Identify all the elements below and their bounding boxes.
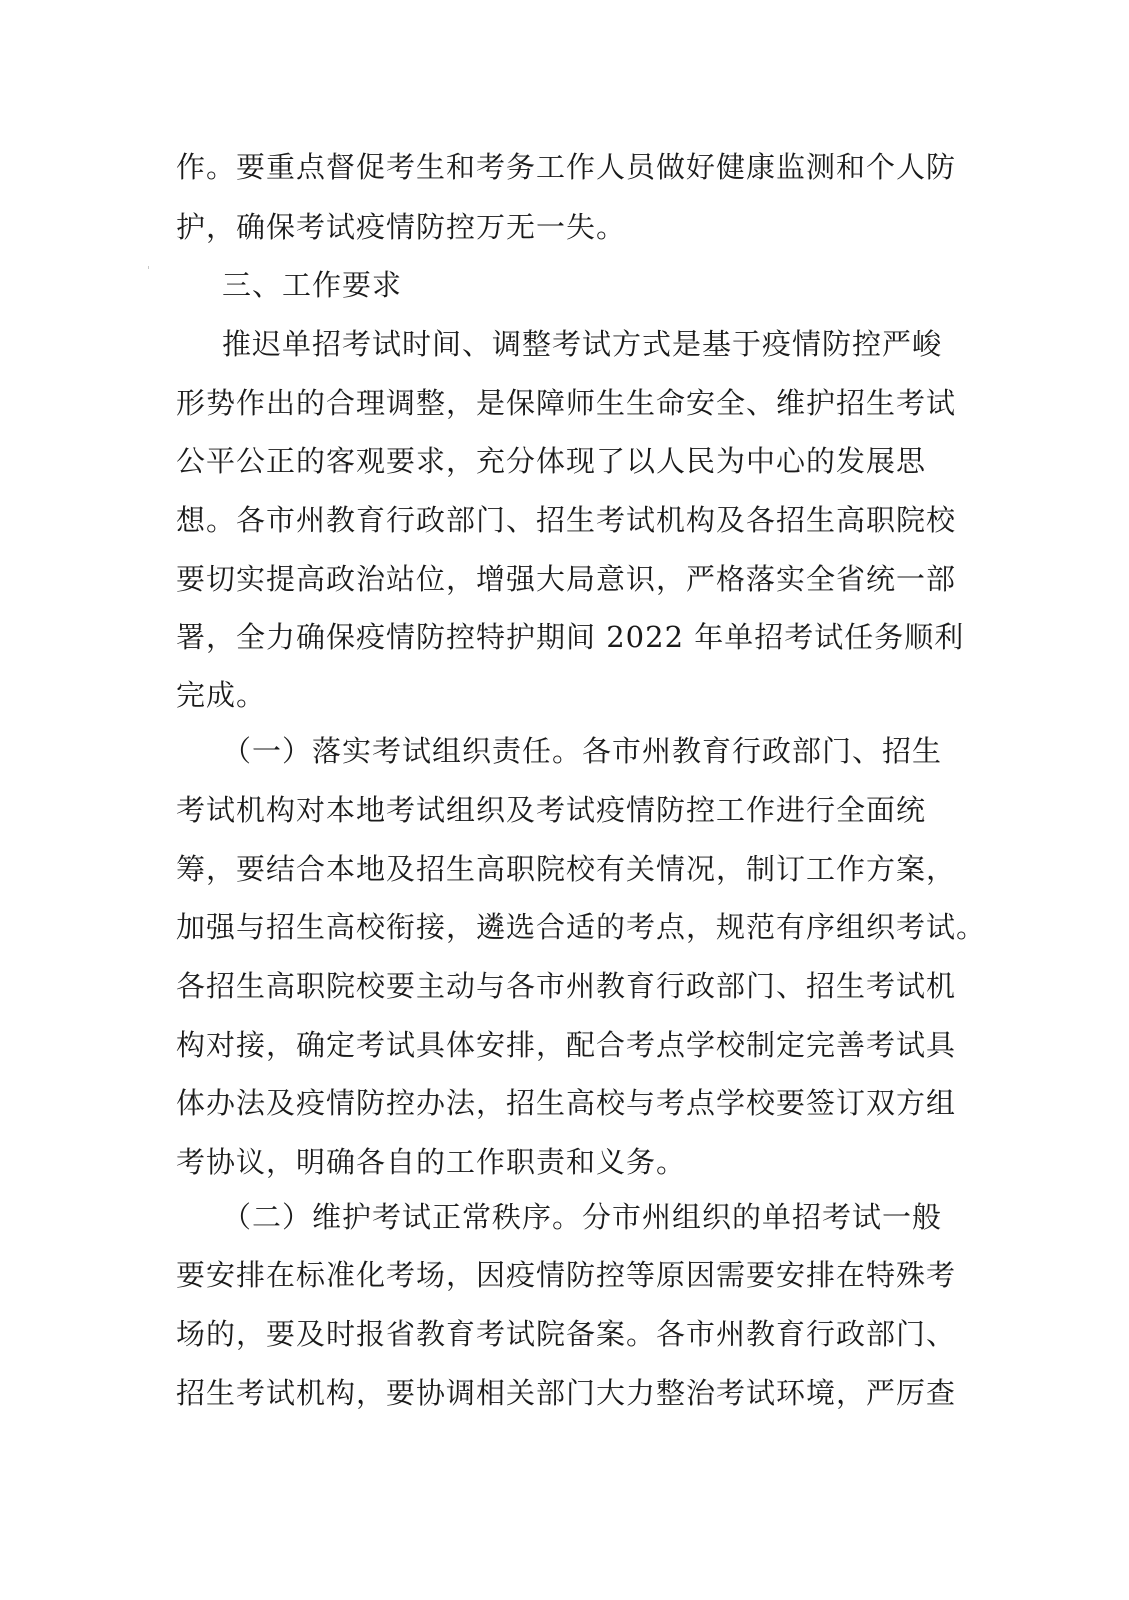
body-line: 考试机构对本地考试组织及考试疫情防控工作进行全面统: [176, 793, 927, 827]
body-line: 署，全力确保疫情防控特护期间 2022 年单招考试任务顺利: [176, 620, 965, 654]
body-line: 要切实提高政治站位，增强大局意识，严格落实全省统一部: [176, 562, 957, 596]
body-line: 各招生高职院校要主动与各市州教育行政部门、招生考试机: [176, 969, 957, 1003]
body-line: 想。各市州教育行政部门、招生考试机构及各招生高职院校: [176, 503, 957, 537]
body-line: 招生考试机构，要协调相关部门大力整治考试环境，严厉查: [176, 1376, 957, 1410]
body-line: 筹，要结合本地及招生高职院校有关情况，制订工作方案，: [176, 852, 957, 886]
body-line: 公平公正的客观要求，充分体现了以人民为中心的发展思: [176, 444, 927, 478]
section-heading: 三、工作要求: [222, 268, 403, 302]
body-line: 场的，要及时报省教育考试院备案。各市州教育行政部门、: [176, 1317, 957, 1351]
body-line: 加强与招生高校衔接，遴选合适的考点，规范有序组织考试。: [176, 910, 987, 944]
body-line: 完成。: [176, 678, 267, 712]
body-line: 护，确保考试疫情防控万无一失。: [176, 210, 627, 244]
body-line: 构对接，确定考试具体安排，配合考点学校制定完善考试具: [176, 1028, 957, 1062]
body-line: 作。要重点督促考生和考务工作人员做好健康监测和个人防: [176, 150, 957, 184]
body-line: 要安排在标准化考场，因疫情防控等原因需要安排在特殊考: [176, 1258, 957, 1292]
body-line: 形势作出的合理调整，是保障师生生命安全、维护招生考试: [176, 386, 957, 420]
scan-speck: [148, 266, 149, 269]
body-line: 考协议，明确各自的工作职责和义务。: [176, 1145, 687, 1179]
body-line: 体办法及疫情防控办法，招生高校与考点学校要签订双方组: [176, 1086, 957, 1120]
subsection-line: （二）维护考试正常秩序。分市州组织的单招考试一般: [222, 1200, 943, 1234]
subsection-line: （一）落实考试组织责任。各市州教育行政部门、招生: [222, 734, 943, 768]
body-line: 推迟单招考试时间、调整考试方式是基于疫情防控严峻: [222, 327, 943, 361]
